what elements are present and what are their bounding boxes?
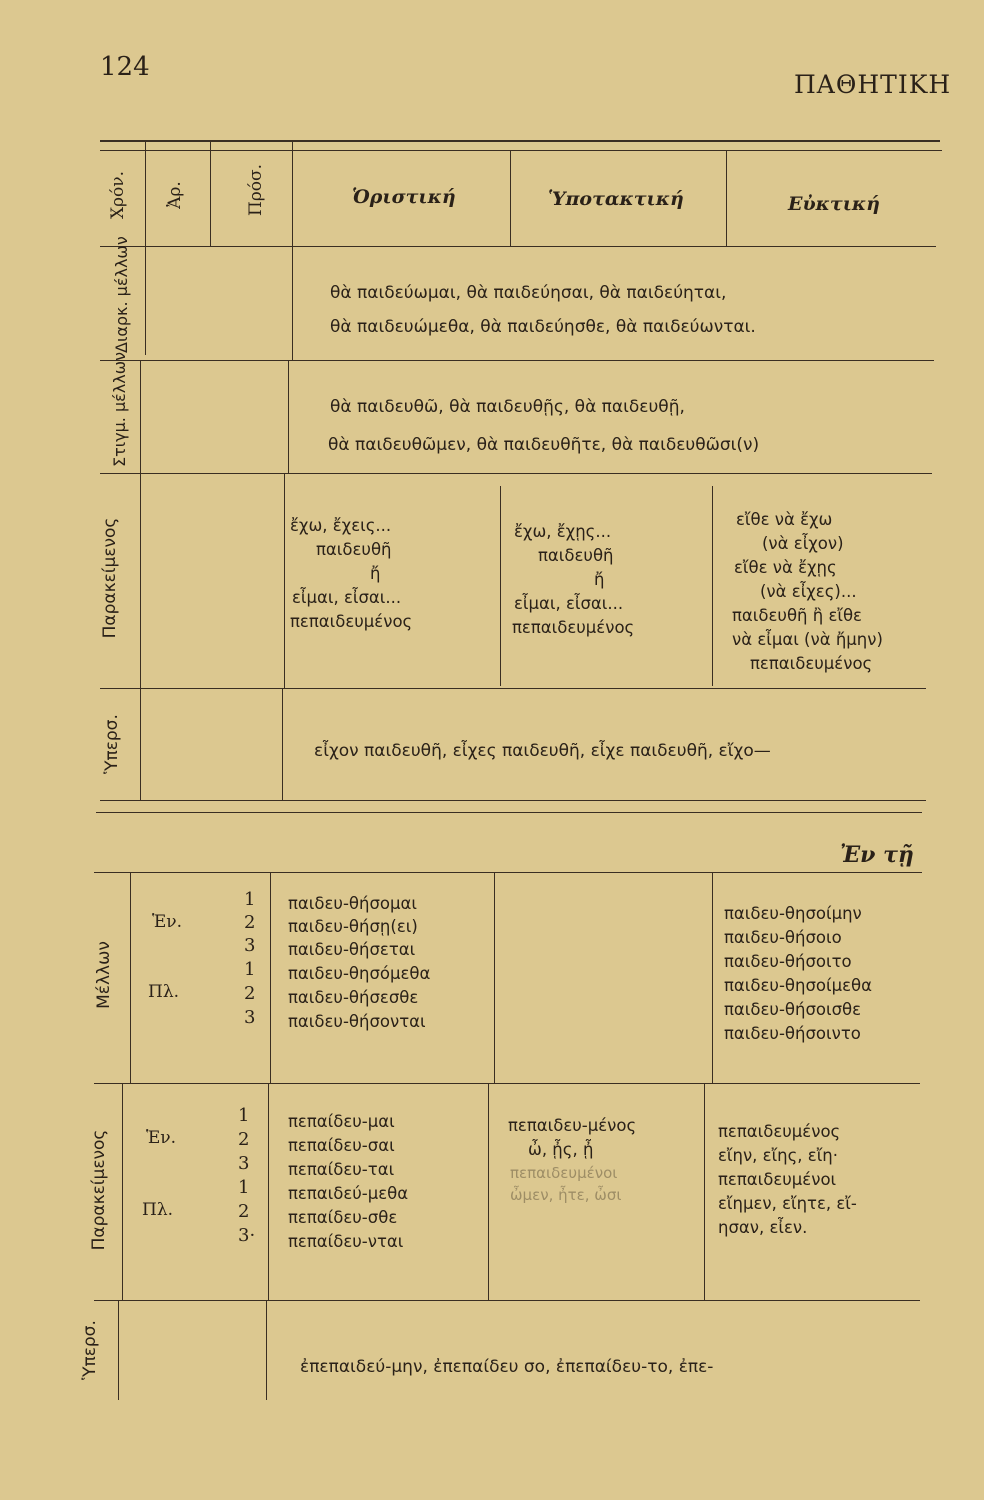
simple-future-line-2: θὰ παιδευθῶμεν, θὰ παιδευθῆτε, θὰ παιδευθῶσι(ν): [328, 435, 760, 455]
lower-vline-tense-2: [122, 1083, 123, 1300]
header-subjunctive: Ὑποτακτική: [548, 188, 684, 210]
perfect-number-pl: Πλ.: [142, 1200, 174, 1220]
vline-ind-subj-2: [500, 486, 501, 686]
perfect-ind-line-2: παιδευθῆ: [316, 540, 392, 559]
perfect-lower-opt-5: ησαν, εἶεν.: [718, 1218, 808, 1237]
vline-person-3: [284, 473, 285, 688]
future-ind-6: παιδευ-θήσονται: [288, 1012, 426, 1031]
vline-tense: [145, 140, 146, 355]
cont-future-line-1: θὰ παιδεύωμαι, θὰ παιδεύησαι, θὰ παιδεύηται,: [330, 283, 727, 303]
future-ind-4: παιδευ-θησόμεθα: [288, 964, 431, 983]
perfect-ind-line-3: ἤ: [370, 564, 381, 583]
future-person-3: 3: [244, 935, 256, 956]
row-label-simple-future-text: Στιγμ. μέλλων: [110, 351, 129, 467]
perfect-lower-ind-4: πεπαιδεύ-μεθα: [288, 1184, 409, 1203]
perfect-ind-line-4: εἶμαι, εἶσαι...: [292, 588, 402, 607]
header-person: Πρόσ.: [246, 163, 266, 217]
running-head: ΠΑΘΗΤΙΚΗ: [794, 70, 952, 99]
lower-row-rule-2: [94, 1300, 920, 1301]
lower-vline-person-2: [268, 1083, 269, 1300]
future-person-4: 1: [244, 959, 256, 980]
vline-person: [292, 140, 293, 360]
future-person-1: 1: [244, 889, 256, 910]
future-ind-2: παιδευ-θήσῃ(ει): [288, 917, 418, 936]
row-label-perfect-lower: Παρακείμενος: [89, 1129, 109, 1251]
header-tense: Χρόν.: [108, 170, 128, 220]
vline-tense-2: [140, 360, 141, 800]
future-person-5: 2: [244, 983, 256, 1004]
perfect-lower-ind-3: πεπαίδευ-ται: [288, 1160, 395, 1179]
future-ind-1: παιδευ-θήσομαι: [288, 894, 417, 913]
perfect-opt-line-3: εἴθε νὰ ἔχῃς: [734, 558, 837, 577]
future-opt-2: παιδευ-θήσοιο: [724, 928, 842, 947]
perfect-person-2: 2: [238, 1129, 250, 1150]
perfect-lower-ind-6: πεπαίδευ-νται: [288, 1232, 404, 1251]
top-rule-2: [100, 150, 942, 151]
header-bottom-rule: [100, 246, 936, 247]
future-number-sg: Ἑν.: [152, 912, 183, 932]
lower-vline-subj-opt-2: [704, 1083, 705, 1300]
perfect-subj-line-1: ἔχω, ἔχῃς...: [514, 522, 612, 541]
perfect-opt-line-4: (νὰ εἶχες)...: [760, 582, 857, 601]
row-label-future: Μέλλων: [94, 941, 114, 1009]
row-rule-2: [100, 473, 932, 474]
perfect-subj-line-4: εἶμαι, εἶσαι...: [514, 594, 624, 613]
row-label-pluperfect-lower: Ὑπερσ.: [80, 1320, 100, 1380]
perfect-subj-line-5: πεπαιδευμένος: [512, 618, 635, 637]
future-number-pl: Πλ.: [148, 982, 180, 1002]
perfect-person-1: 1: [238, 1105, 250, 1126]
perfect-lower-subj-4: ὦμεν, ἦτε, ὦσι: [510, 1186, 622, 1204]
perfect-person-4: 1: [238, 1177, 250, 1198]
perfect-opt-line-2: (νὰ εἶχον): [762, 534, 844, 553]
row-label-perfect-upper: Παρακείμενος: [100, 517, 120, 639]
top-rule: [100, 140, 940, 142]
perfect-lower-subj-2: ὦ, ᾖς, ᾖ: [528, 1140, 594, 1159]
cont-future-line-2: θὰ παιδευώμεθα, θὰ παιδεύησθε, θὰ παιδεύωνται.: [330, 317, 756, 337]
pluperfect-lower-line: ἐπεπαιδεύ-μην, ἐπεπαίδευ σο, ἐπεπαίδευ-το, ἐπε-: [300, 1357, 714, 1377]
perfect-ind-line-5: πεπαιδευμένος: [290, 612, 413, 631]
vline-person-4: [282, 688, 283, 800]
perfect-lower-opt-3: πεπαιδευμένοι: [718, 1170, 837, 1189]
row-rule-3: [100, 688, 926, 689]
lower-header-rule: [94, 872, 922, 873]
perfect-lower-opt-1: πεπαιδευμένος: [718, 1122, 841, 1141]
perfect-lower-opt-2: εἴην, εἴης, εἴη·: [718, 1146, 839, 1165]
lower-vline-tense: [130, 872, 131, 1083]
perfect-opt-line-1: εἴθε νὰ ἔχω: [736, 510, 833, 529]
perfect-lower-ind-1: πεπαίδευ-μαι: [288, 1112, 395, 1131]
section-title: Ἐν τῇ: [840, 842, 914, 868]
lower-vline-person: [270, 872, 271, 1083]
perfect-lower-opt-4: εἴημεν, εἴητε, εἴ-: [718, 1194, 857, 1213]
perfect-opt-line-6: νὰ εἶμαι (νὰ ἤμην): [732, 630, 883, 649]
perfect-ind-line-1: ἔχω, ἔχεις...: [290, 516, 392, 535]
future-person-2: 2: [244, 912, 256, 933]
perfect-person-6: 3·: [238, 1225, 256, 1246]
perfect-lower-subj-3: πεπαιδευμένοι: [510, 1164, 618, 1182]
future-opt-6: παιδευ-θήσοιντο: [724, 1024, 861, 1043]
vline-subj-opt-2: [712, 486, 713, 686]
perfect-subj-line-2: παιδευθῆ: [538, 546, 614, 565]
perfect-lower-ind-2: πεπαίδευ-σαι: [288, 1136, 395, 1155]
vline-ind-subj: [510, 150, 511, 246]
perfect-person-3: 3: [238, 1153, 250, 1174]
perfect-subj-line-3: ἤ: [594, 570, 605, 589]
row-rule-1: [100, 360, 934, 361]
pluperfect-upper-line: εἶχον παιδευθῆ, εἶχες παιδευθῆ, εἶχε παιδευθῆ, εἴχο—: [314, 741, 771, 761]
row-label-cont-future-text: Διαρκ. μέλλων: [112, 236, 131, 353]
lower-vline-ind-subj: [494, 872, 495, 1083]
future-opt-4: παιδευ-θησοίμεθα: [724, 976, 872, 995]
lower-row-rule-1: [94, 1083, 920, 1084]
perfect-lower-ind-5: πεπαίδευ-σθε: [288, 1208, 398, 1227]
perfect-person-5: 2: [238, 1201, 250, 1222]
perfect-opt-line-7: πεπαιδευμένος: [750, 654, 873, 673]
future-opt-3: παιδευ-θήσοιτο: [724, 952, 852, 971]
header-number: Ἀρ.: [165, 181, 185, 209]
lower-vline-ind-subj-2: [488, 1083, 489, 1300]
row-label-simple-future: [110, 351, 129, 467]
lower-vline-person-3: [266, 1300, 267, 1400]
vline-person-2: [288, 360, 289, 473]
simple-future-line-1: θὰ παιδευθῶ, θὰ παιδευθῇς, θὰ παιδευθῇ,: [330, 397, 685, 417]
future-ind-3: παιδευ-θήσεται: [288, 940, 416, 959]
perfect-lower-subj-1: πεπαιδευ-μένος: [508, 1116, 637, 1135]
row-label-cont-future: [112, 236, 131, 353]
perfect-number-sg: Ἑν.: [146, 1128, 177, 1148]
row-rule-4: [100, 800, 926, 801]
perfect-opt-line-5: παιδευθῆ ἢ εἴθε: [732, 606, 862, 625]
lower-vline-subj-opt: [712, 872, 713, 1083]
vline-subj-opt: [726, 150, 727, 246]
lower-top-rule: [96, 812, 922, 813]
future-opt-1: παιδευ-θησοίμην: [724, 904, 862, 923]
future-person-6: 3: [244, 1007, 256, 1028]
row-label-pluperfect-upper: Ὑπερσ.: [102, 714, 122, 774]
vline-number: [210, 140, 211, 246]
lower-vline-tense-3: [118, 1300, 119, 1400]
future-opt-5: παιδευ-θήσοισθε: [724, 1000, 862, 1019]
header-optative: Εὐκτική: [788, 193, 880, 215]
future-ind-5: παιδευ-θήσεσθε: [288, 988, 419, 1007]
page-number: 124: [100, 52, 150, 82]
header-indicative: Ὁριστική: [352, 186, 456, 208]
